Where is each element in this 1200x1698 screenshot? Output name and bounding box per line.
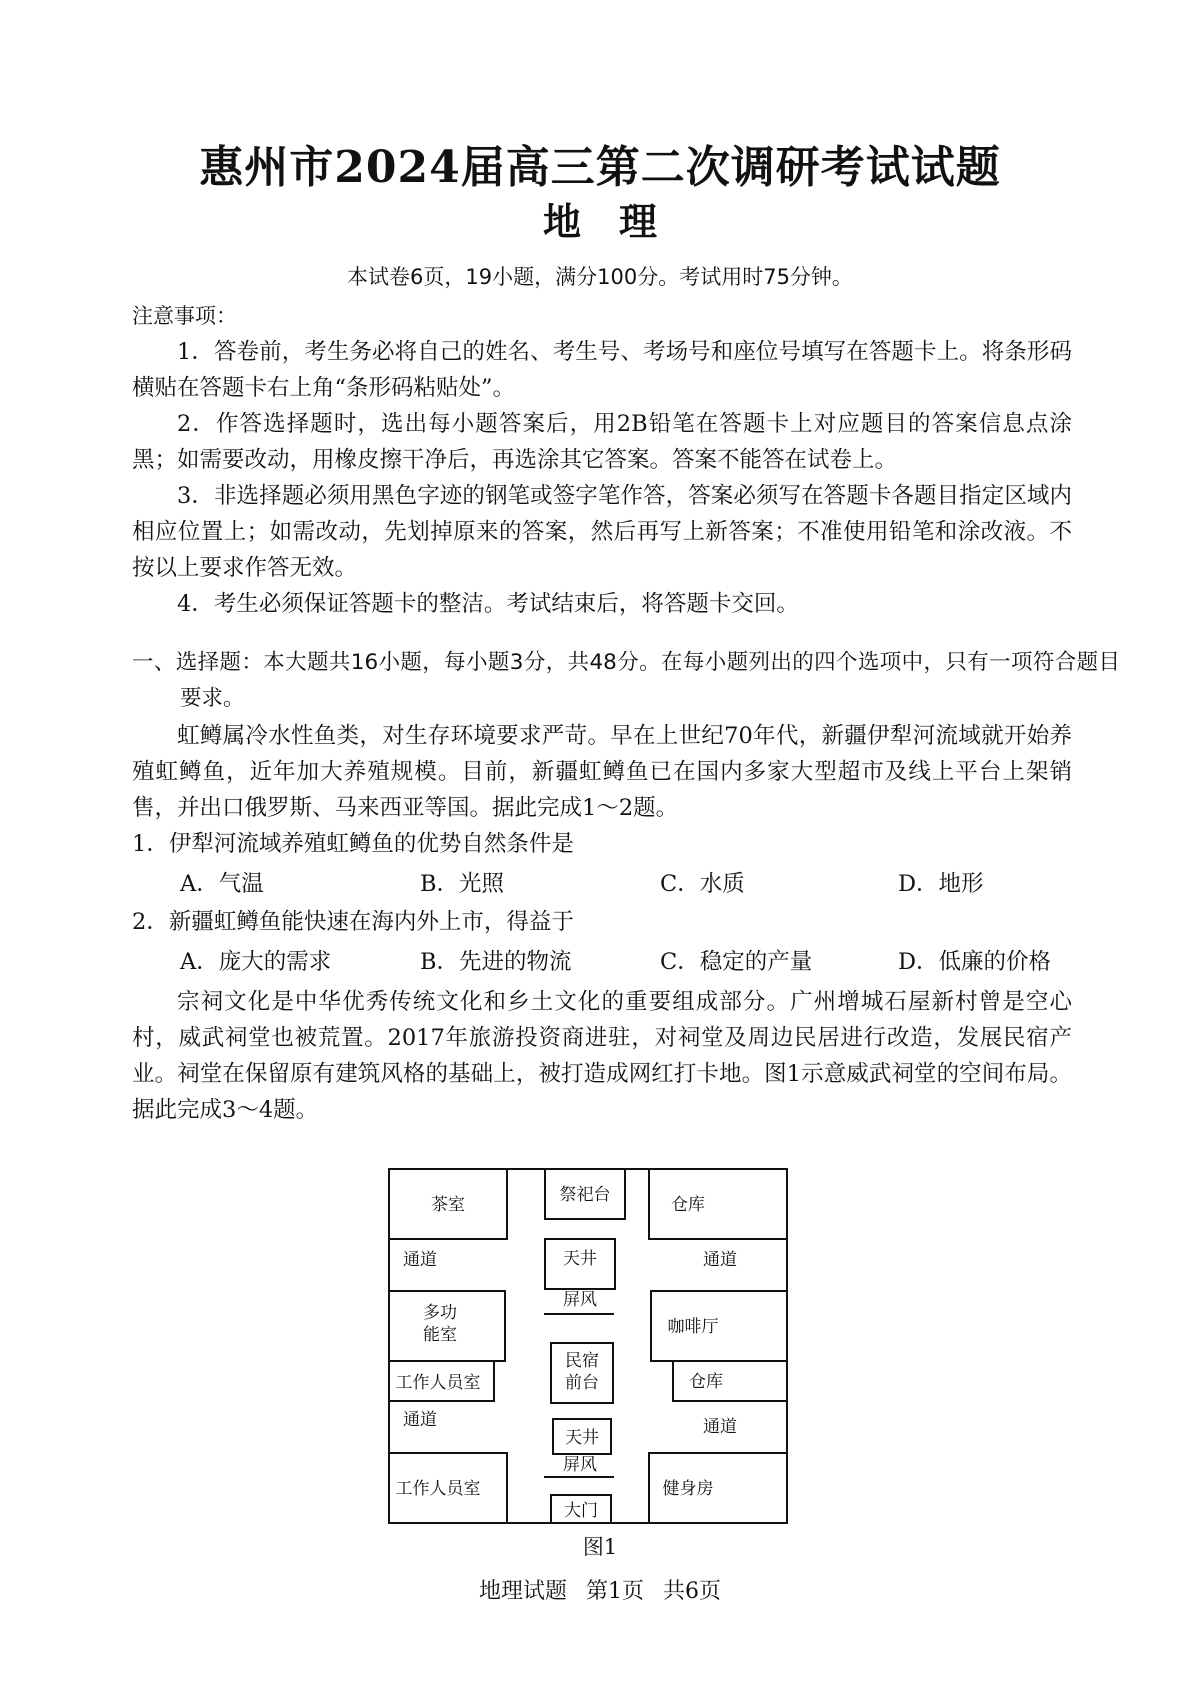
- q2-option-b: B．先进的物流: [420, 949, 572, 975]
- label-front-desk-2: 前台: [565, 1373, 599, 1393]
- question-2-stem: 2．新疆虹鳟鱼能快速在海内外上市，得益于: [132, 909, 574, 935]
- q2-option-c: C．稳定的产量: [660, 949, 813, 975]
- label-warehouse-mid: 仓库: [689, 1372, 723, 1392]
- footer-page: 第1页: [586, 1579, 644, 1604]
- section-heading: 一、选择题：本大题共16小题，每小题3分，共48分。在每小题列出的四个选项中，只有一项符合题目要求。: [132, 650, 1120, 711]
- label-courtyard-bottom: 天井: [565, 1428, 599, 1448]
- passage-ancestral-hall: 宗祠文化是中华优秀传统文化和乡土文化的重要组成部分。广州增城石屋新村曾是空心村，威武祠堂也被荒置。2017年旅游投资商进驻，对祠堂及周边民居进行改造，发展民宿产业。祠堂在保留原有建筑风格的基础上，被打造成网红打卡地。图1示意威武祠堂的空间布局。据此完成3～4题。: [132, 989, 1072, 1123]
- label-cafe: 咖啡厅: [667, 1317, 719, 1337]
- label-passage-bottom-right: 通道: [703, 1417, 737, 1437]
- q1-option-d: D．地形: [898, 871, 984, 897]
- note-item-3: 3．非选择题必须用黑色字迹的钢笔或签字笔作答，答案必须写在答题卡各题目指定区域内相应位置上；如需改动，先划掉原来的答案，然后再写上新答案；不准使用铅笔和涂改液。不按以上要求作答无效。: [132, 483, 1072, 581]
- q1-option-b: B．光照: [420, 871, 505, 897]
- note-item-4: 4．考生必须保证答题卡的整洁。考试结束后，将答题卡交回。: [177, 591, 799, 617]
- label-screen-bottom: 屏风: [563, 1455, 597, 1475]
- label-passage-bottom-left: 通道: [403, 1410, 437, 1430]
- exam-title: 惠州市2024届高三第二次调研考试试题: [199, 142, 1001, 193]
- label-front-desk-1: 民宿: [565, 1351, 599, 1371]
- subject-title: 地 理: [542, 199, 657, 244]
- q2-option-a: A．庞大的需求: [180, 949, 332, 975]
- exam-info: 本试卷6页，19小题，满分100分。考试用时75分钟。: [347, 265, 853, 289]
- question-2-options: [180, 944, 1080, 980]
- label-staff-room-mid: 工作人员室: [395, 1373, 481, 1393]
- label-staff-room-bottom: 工作人员室: [395, 1479, 481, 1499]
- label-altar: 祭祀台: [559, 1185, 611, 1205]
- q1-option-a: A．气温: [180, 871, 264, 897]
- q1-option-c: C．水质: [660, 871, 745, 897]
- label-gate: 大门: [564, 1501, 598, 1521]
- notes-heading: 注意事项：: [132, 304, 237, 328]
- question-1-options: [180, 866, 1080, 902]
- q2-option-d: D．低廉的价格: [898, 949, 1052, 975]
- passage-rainbow-trout: 虹鳟属冷水性鱼类，对生存环境要求严苛。早在上世纪70年代，新疆伊犁河流域就开始养殖虹鳟鱼，近年加大养殖规模。目前，新疆虹鳟鱼已在国内多家大型超市及线上平台上架销售，并出口俄罗斯、马来西亚等国。据此完成1～2题。: [132, 723, 1072, 821]
- figure-caption: 图1: [582, 1535, 618, 1559]
- note-item-1: 1．答卷前，考生务必将自己的姓名、考生号、考场号和座位号填写在答题卡上。将条形码横贴在答题卡右上角“条形码粘贴处”。: [132, 339, 1072, 401]
- footer-total: 共6页: [663, 1579, 721, 1604]
- label-multi-room-1: 多功: [423, 1303, 457, 1323]
- label-warehouse-top: 仓库: [671, 1195, 705, 1215]
- label-passage-top-right: 通道: [703, 1250, 737, 1270]
- label-passage-top-left: 通道: [403, 1250, 437, 1270]
- page-footer: [0, 1576, 1200, 1608]
- label-screen-top: 屏风: [563, 1290, 597, 1310]
- footer-subject: 地理试题: [478, 1579, 567, 1604]
- question-1-stem: 1．伊犁河流域养殖虹鳟鱼的优势自然条件是: [132, 831, 574, 857]
- note-item-2: 2．作答选择题时，选出每小题答案后，用2B铅笔在答题卡上对应题目的答案信息点涂黑；如需要改动，用橡皮擦干净后，再选涂其它答案。答案不能答在试卷上。: [132, 411, 1072, 473]
- warehouse-top-box: [649, 1169, 787, 1239]
- label-courtyard-top: 天井: [563, 1249, 597, 1269]
- label-tea-room: 茶室: [431, 1195, 465, 1215]
- ancestral-hall-floor-plan: [388, 1168, 788, 1524]
- label-gym: 健身房: [662, 1479, 714, 1499]
- label-multi-room-2: 能室: [423, 1325, 457, 1345]
